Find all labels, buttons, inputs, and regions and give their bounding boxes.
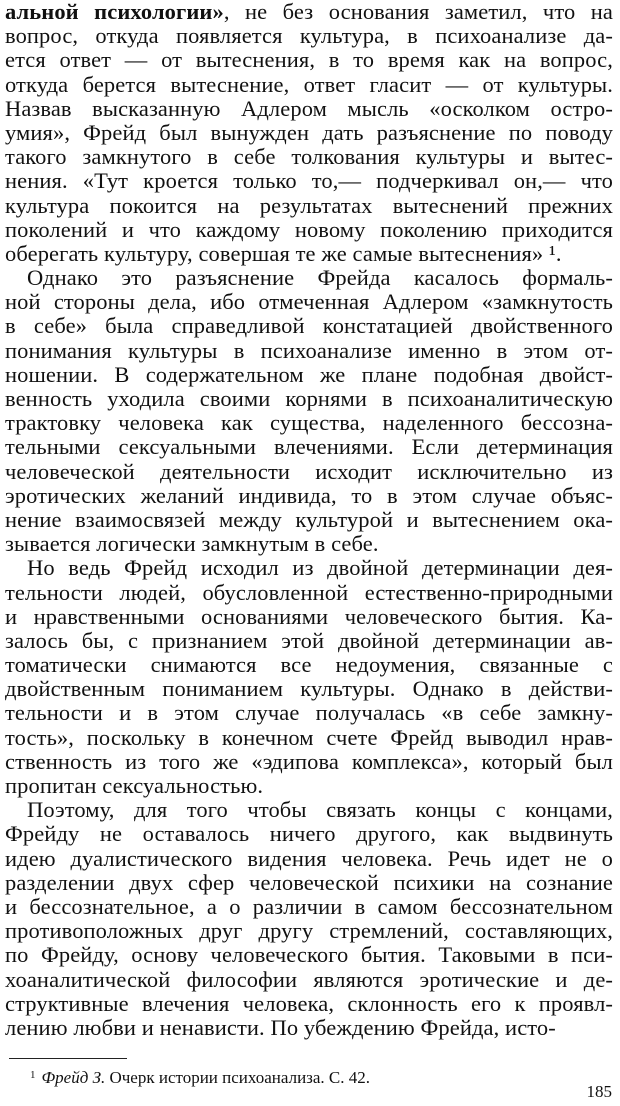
text-line: такого замкнутого в себе толкования культуры и вытес- [5, 144, 613, 170]
text-line: тельности людей, обусловленной естественно-природными [5, 579, 613, 605]
text-line: нение взаимосвязей между культурой и вытеснением ока- [5, 506, 613, 532]
text-line: венность уходила своими корнями в психоаналитическую [5, 386, 613, 411]
text-line: тельными сексуальными влечениями. Если детерминация [5, 434, 613, 460]
text-line: эротических желаний индивида, то в этом случае объяс- [5, 482, 613, 508]
text-line: хоаналитической философии являются эротические и де- [5, 966, 613, 992]
text-line: и нравственными основаниями человеческого бытия. Ка- [5, 603, 613, 629]
text-line: зывается логически замкнутым в себе. [5, 531, 379, 557]
text-line: тость», поскольку в конечном счете Фрейд выводил нрав- [5, 724, 613, 750]
text-line: структивные влечения человека, склонность его к проявл- [5, 990, 613, 1016]
text-line: противоположных друг другу стремлений, составляющих, [5, 918, 613, 944]
text-line: пропитан сексуальностью. [5, 773, 264, 798]
footnote-text: Очерк истории психоанализа. С. 42. [109, 1068, 371, 1087]
footnote-separator [9, 1058, 127, 1059]
text-line: залось бы, с признанием этой двойной детерминации ав- [5, 627, 613, 653]
body-text [5, 0, 613, 1040]
text-line: ственность из того же «эдипова комплекса», который был [5, 748, 613, 774]
bold-fragment: альной психологии» [5, 0, 224, 24]
text-line: в себе» была справедливой констатацией двойственного [5, 313, 613, 339]
text-line: лению любви и ненависти. По убеждению Фрейда, исто- [5, 1014, 556, 1040]
text-line: ется ответ — от вытеснения, в то время как на вопрос, [5, 47, 613, 73]
text-line: Поэтому, для того чтобы связать концы с концами, [27, 797, 613, 823]
text-line: разделении двух сфер человеческой психики на сознание [5, 869, 613, 895]
text-line: культура покоится на результатах вытеснений прежних [5, 192, 613, 218]
text-line: человеческой деятельности исходит исключительно из [5, 458, 613, 484]
text-line: тельности и в этом случае получалась «в себе замкну- [5, 700, 613, 726]
text-line: Но ведь Фрейд исходил из двойной детерминации дея- [27, 555, 613, 581]
text-line: и бессознательное, а о различии в самом бессознательном [5, 893, 613, 919]
text-line: Назвав высказанную Адлером мысль «осколком остро- [5, 95, 613, 121]
text-line: томатически снимаются все недоумения, связанные с [5, 652, 613, 678]
text-line: умия», Фрейд был вынужден дать разъяснение по поводу [5, 119, 613, 145]
text-line: двойственным пониманием культуры. Однако в действи- [5, 676, 613, 702]
text-line: оберегать культуру, совершая те же самые вытеснения» ¹. [5, 240, 562, 266]
text-line: идею дуалистического видения человека. Речь идет не о [5, 845, 613, 871]
text-line: поколений и что каждому новому поколению приходится [5, 216, 613, 242]
text-line: нения. «Тут кроется только то,— подчеркивал он,— что [5, 168, 613, 194]
footnote [30, 1065, 370, 1088]
footnote-author: Фрейд З. [41, 1068, 106, 1087]
page-number: 185 [586, 1082, 612, 1101]
text-line: понимания культуры в психоанализе именно в этом от- [5, 337, 613, 363]
text-line: откуда берется вытеснение, ответ гласит — от культуры. [5, 71, 613, 97]
text-line: ношении. В содержательном же плане подобная двойст- [5, 361, 613, 387]
footnote-marker: 1 [30, 1069, 36, 1081]
text-line: трактовку человека как существа, наделенного бессозна- [5, 410, 613, 436]
text-line: Однако это разъяснение Фрейда касалось формаль- [27, 265, 613, 291]
text-fragment: , не без основания заметил, что на [223, 0, 613, 24]
text-line: Фрейду не оставалось ничего другого, как выдвинуть [5, 821, 613, 847]
text-line: ной стороны дела, ибо отмеченная Адлером «замкнутость [5, 289, 613, 315]
text-line [5, 0, 613, 24]
text-line: вопрос, откуда появляется культура, в психоанализе да- [5, 23, 613, 49]
text-line: по Фрейду, основу человеческого бытия. Таковыми в пси- [5, 942, 613, 968]
